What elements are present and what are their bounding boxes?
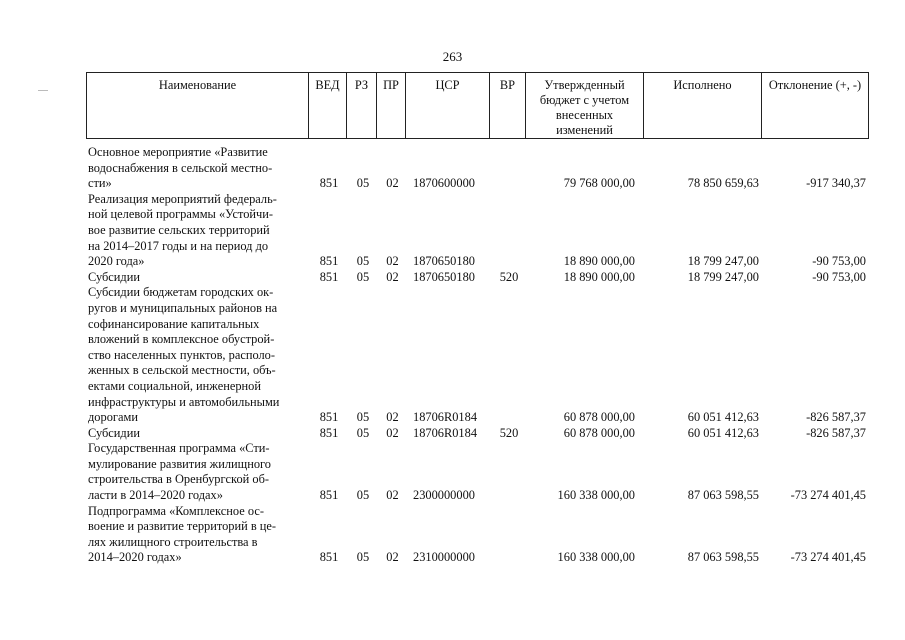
table-row	[88, 192, 868, 270]
table-row	[88, 504, 868, 566]
header-rz: РЗ	[347, 73, 377, 139]
header-executed: Исполнено	[644, 73, 762, 139]
header-name: Наименование	[87, 73, 309, 139]
row-pr: 02	[386, 176, 399, 191]
page-number: 263	[442, 49, 463, 64]
row-pr: 02	[386, 254, 399, 269]
row-pr: 02	[386, 410, 399, 425]
row-csr: 1870650180	[413, 269, 475, 284]
row-name: Субсидии	[88, 425, 140, 440]
row-ved: 851	[319, 176, 339, 191]
row-csr: 2310000000	[413, 550, 475, 565]
header-csr: ЦСР	[406, 73, 490, 139]
row-executed: 60 051 412,63	[687, 410, 759, 425]
row-deviation: -73 274 401,45	[790, 488, 866, 503]
row-pr: 02	[386, 550, 399, 565]
row-pr: 02	[386, 488, 399, 503]
row-ved: 851	[319, 488, 339, 503]
row-vr: 520	[499, 269, 519, 284]
row-deviation: -90 753,00	[812, 254, 866, 269]
row-rz: 05	[356, 488, 370, 503]
row-rz: 05	[356, 269, 370, 284]
row-executed: 18 799 247,00	[687, 254, 759, 269]
row-name: Реализация мероприятий федераль- ной целевой программы «Устойчи- вое развитие сельских территорий на 2014–2017 годы и на период до 2020 года»	[88, 191, 277, 269]
header-approved: Утвержденный бюджет с учетом внесенных изменений	[526, 73, 644, 139]
scan-mark	[38, 90, 48, 91]
row-ved: 851	[319, 410, 339, 425]
row-ved: 851	[319, 425, 339, 440]
row-ved: 851	[319, 254, 339, 269]
row-deviation: -826 587,37	[806, 425, 866, 440]
header-vr: ВР	[490, 73, 526, 139]
row-csr: 1870650180	[413, 254, 475, 269]
row-csr: 18706R0184	[413, 425, 478, 440]
row-csr: 2300000000	[413, 488, 475, 503]
row-approved: 18 890 000,00	[563, 254, 635, 269]
row-rz: 05	[356, 254, 370, 269]
row-name: Субсидии	[88, 269, 140, 284]
row-csr: 1870600000	[413, 176, 475, 191]
row-name: Основное мероприятие «Развитие водоснабжения в сельской местно- сти»	[88, 145, 273, 191]
row-deviation: -917 340,37	[806, 176, 866, 191]
row-approved: 60 878 000,00	[563, 410, 635, 425]
row-approved: 160 338 000,00	[557, 488, 635, 503]
row-pr: 02	[386, 269, 399, 284]
row-approved: 18 890 000,00	[563, 269, 635, 284]
row-csr: 18706R0184	[413, 410, 478, 425]
row-vr: 520	[499, 425, 519, 440]
table-header	[86, 72, 869, 139]
row-ved: 851	[319, 269, 339, 284]
header-deviation: Отклонение (+, -)	[762, 73, 869, 139]
row-approved: 160 338 000,00	[557, 550, 635, 565]
row-rz: 05	[356, 176, 370, 191]
row-executed: 18 799 247,00	[687, 269, 759, 284]
row-deviation: -826 587,37	[806, 410, 866, 425]
row-executed: 78 850 659,63	[687, 176, 759, 191]
row-approved: 60 878 000,00	[563, 425, 635, 440]
table-row	[88, 285, 868, 425]
row-approved: 79 768 000,00	[563, 176, 635, 191]
row-rz: 05	[356, 410, 370, 425]
row-executed: 60 051 412,63	[687, 425, 759, 440]
table-row	[88, 270, 868, 286]
row-deviation: -90 753,00	[812, 269, 866, 284]
table-row	[88, 145, 868, 192]
table-row	[88, 426, 868, 442]
row-name: Субсидии бюджетам городских ок- ругов и муниципальных районов на софинансирование капитальных вложений в комплексное обустрой- ство населенных пунктов, располо- женных в сельской местности, объ- ектами социальной, инженерной инфраструктуры и автомобильными дорогами	[88, 285, 280, 425]
row-name: Государственная программа «Сти- мулирование развития жилищного строительства в Оренбургской об- ласти в 2014–2020 годах»	[88, 441, 271, 503]
row-rz: 05	[356, 425, 370, 440]
table-body	[88, 145, 868, 566]
table-row	[88, 441, 868, 503]
header-pr: ПР	[377, 73, 406, 139]
row-name: Подпрограмма «Комплексное ос- воение и развитие территорий в це- лях жилищного строительства в 2014–2020 годах»	[88, 503, 277, 565]
header-ved: ВЕД	[309, 73, 347, 139]
row-pr: 02	[386, 425, 399, 440]
row-executed: 87 063 598,55	[687, 488, 759, 503]
row-executed: 87 063 598,55	[687, 550, 759, 565]
row-ved: 851	[319, 550, 339, 565]
row-rz: 05	[356, 550, 370, 565]
row-deviation: -73 274 401,45	[790, 550, 866, 565]
